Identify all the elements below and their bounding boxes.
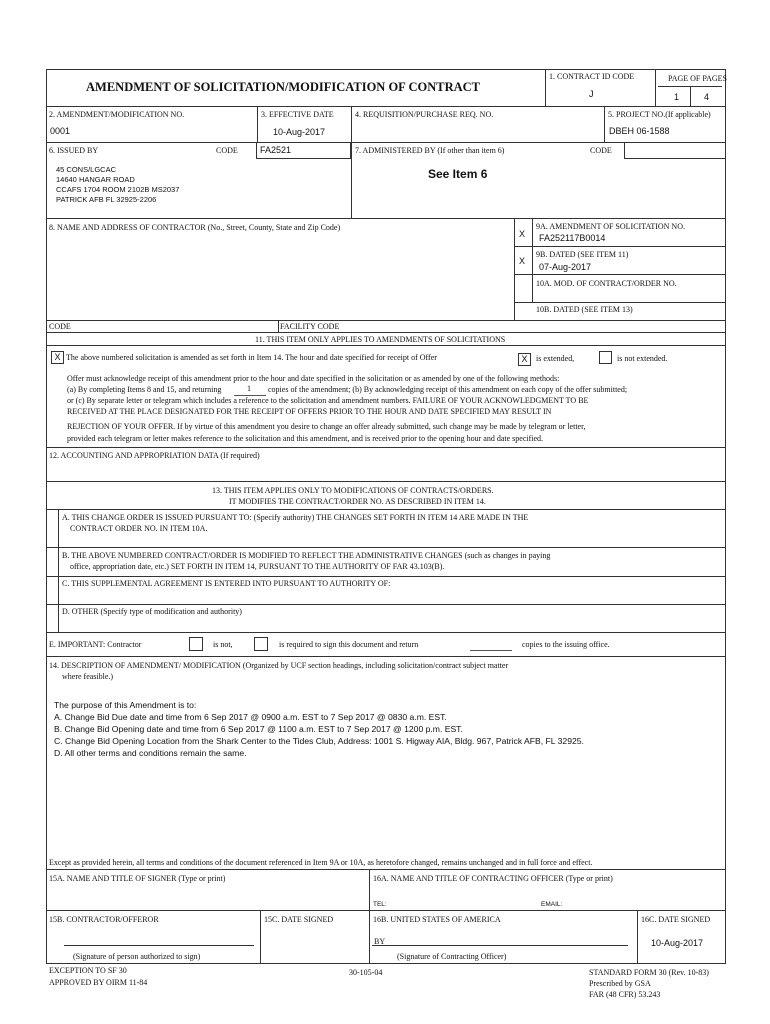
date-signed-16c-label: 16C. DATE SIGNED <box>641 915 711 924</box>
item-11-para-3: or (c) By separate letter or telegram which includes a reference to the solicitation and amendment numbers. FAILURE OF YOUR ACKNOWLEDGMENT TO BE <box>67 396 589 405</box>
see-item-6: See Item 6 <box>428 167 488 181</box>
extended-label: is extended, <box>536 354 575 363</box>
amendment-no-label: 2. AMENDMENT/MODIFICATION NO. <box>49 110 185 119</box>
footer-approved: APPROVED BY OIRM 11-84 <box>49 978 148 987</box>
item-11-para-5: REJECTION OF YOUR OFFER. If by virtue of this amendment you desire to change an offer already submitted, such change may be made by telegram or letter, <box>67 422 586 431</box>
dated-9b-value[interactable]: 07-Aug-2017 <box>539 262 592 272</box>
item-13-heading-1: 13. THIS ITEM APPLIES ONLY TO MODIFICATIONS OF CONTRACTS/ORDERS. <box>212 486 494 495</box>
administered-by-code-label: CODE <box>590 146 612 155</box>
footer-prescribed: Prescribed by GSA <box>589 979 651 988</box>
not-extended-label: is not extended. <box>617 354 668 363</box>
item-14-label-1: 14. DESCRIPTION OF AMENDMENT/ MODIFICATION (Organized by UCF section headings, including solicitation/contract subject matter <box>49 661 509 670</box>
footer-standard-form: STANDARD FORM 30 (Rev. 10-83) <box>589 968 709 977</box>
tel-label: TEL: <box>373 901 387 908</box>
mod-contract-10a-label: 10A. MOD. OF CONTRACT/ORDER NO. <box>536 279 677 288</box>
item-13c-text: C. THIS SUPPLEMENTAL AGREEMENT IS ENTERED INTO PURSUANT TO AUTHORITY OF: <box>62 579 391 588</box>
is-not-checkbox[interactable] <box>189 637 203 651</box>
footer-form-number: 30-105-04 <box>349 968 383 977</box>
page-of-pages-label: PAGE OF PAGES <box>668 74 727 83</box>
contractor-signature-line <box>64 945 254 946</box>
amendment-solicitation-label: 9A. AMENDMENT OF SOLICITATION NO. <box>536 222 685 231</box>
item-11-text: The above numbered solicitation is amended as set forth in Item 14. The hour and date specified for receipt of Offer <box>66 353 437 362</box>
facility-code-label: FACILITY CODE <box>280 322 340 331</box>
dated-10b-label: 10B. DATED (SEE ITEM 13) <box>536 305 633 314</box>
contract-id-value[interactable]: J <box>589 89 594 99</box>
project-no-label: 5. PROJECT NO.(If applicable) <box>608 110 711 119</box>
issued-by-code-label: CODE <box>216 146 238 155</box>
item-9b-mark[interactable]: X <box>519 256 526 266</box>
item-11-para-6: provided each telegram or letter makes reference to the solicitation and this amendment, and is received prior to the opening hour and date specified. <box>67 434 544 443</box>
item-13a-text-2: CONTRACT ORDER NO. IN ITEM 10A. <box>70 524 208 533</box>
officer-name-label: 16A. NAME AND TITLE OF CONTRACTING OFFICER (Type or print) <box>373 874 613 883</box>
important-label: E. IMPORTANT: Contractor <box>49 640 142 649</box>
amendment-description: The purpose of this Amendment is to: A. Change Bid Due date and time from 6 Sep 2017 @ 0900 a.m. EST to 7 Sep 2017 @ 0830 a.m. EST. B. Change Bid Opening date and time from 6 Sep 2017 @ 1100 a.m. EST to 7 Sep 2017 @ 1200 p.m. EST. C. Change Bid Opening Location from the Shark Center to the Tides Club, Address: 1001 S. Higway AIA, Bldg. 967, Patrick AFB, FL 32925. D. All other terms and conditions remain the same. <box>54 700 584 758</box>
amendment-solicitation-value[interactable]: FA252117B0014 <box>539 233 606 243</box>
effective-date-value[interactable]: 10-Aug-2017 <box>273 127 326 137</box>
is-required-checkbox[interactable] <box>254 637 268 651</box>
contractor-code-label: CODE <box>49 322 71 331</box>
is-not-label: is not, <box>213 640 233 649</box>
contract-id-label: 1. CONTRACT ID CODE <box>549 72 635 81</box>
not-extended-checkbox[interactable] <box>599 351 612 364</box>
item-13b-text-2: office, appropriation date, etc.) SET FORTH IN ITEM 14, PURSUANT TO THE AUTHORITY OF FAR 43.103(B). <box>70 562 445 571</box>
copies-issuing-label: copies to the issuing office. <box>522 640 610 649</box>
form-title: AMENDMENT OF SOLICITATION/MODIFICATION OF CONTRACT <box>86 80 481 94</box>
item-9a-mark[interactable]: X <box>519 229 526 239</box>
issuer-address: 45 CONS/LGCAC 14640 HANGAR ROAD CCAFS 1704 ROOM 2102B MS2037 PATRICK AFB FL 32925-2206 <box>56 165 180 204</box>
except-provided-text: Except as provided herein, all terms and conditions of the document referenced in Item 9A or 10A, as heretofore changed, remains unchanged and in full force and effect. <box>49 858 593 867</box>
page-number: 1 <box>674 92 680 102</box>
footer-exception: EXCEPTION TO SF 30 <box>49 966 127 975</box>
is-required-label: is required to sign this document and return <box>279 640 419 649</box>
signer-name-label: 15A. NAME AND TITLE OF SIGNER (Type or print) <box>49 874 226 883</box>
requisition-no-label: 4. REQUISITION/PURCHASE REQ. NO. <box>355 110 494 119</box>
total-pages: 4 <box>704 92 710 102</box>
officer-signature-line <box>372 945 628 946</box>
email-label: EMAIL: <box>541 901 563 908</box>
effective-date-label: 3. EFFECTIVE DATE <box>261 110 334 119</box>
item-11-para-2a: (a) By completing Items 8 and 15, and returning <box>67 385 222 394</box>
item-13a-text-1: A. THIS CHANGE ORDER IS ISSUED PURSUANT TO: (Specify authority) THE CHANGES SET FORTH IN ITEM 14 ARE MADE IN THE <box>62 513 529 522</box>
footer-far: FAR (48 CFR) 53.243 <box>589 990 661 999</box>
item-14-label-2: where feasible.) <box>62 672 114 681</box>
administered-by-code-box[interactable] <box>624 142 726 159</box>
item-13b-text-1: B. THE ABOVE NUMBERED CONTRACT/ORDER IS MODIFIED TO REFLECT THE ADMINISTRATIVE CHANGES (such as changes in paying <box>62 551 551 560</box>
by-label: BY <box>374 937 386 946</box>
issued-by-code-value: FA2521 <box>260 145 292 155</box>
administered-by-label: 7. ADMINISTERED BY (If other than item 6) <box>355 146 505 155</box>
usa-label: 16B. UNITED STATES OF AMERICA <box>373 915 501 924</box>
extended-checkbox[interactable]: X <box>518 353 531 366</box>
dated-9b-label: 9B. DATED (SEE ITEM 11) <box>536 250 629 259</box>
project-no-value[interactable]: DBEH 06-1588 <box>609 126 670 136</box>
signature-person-caption: (Signature of person authorized to sign) <box>73 952 201 961</box>
amendment-no-value[interactable]: 0001 <box>50 126 71 136</box>
item-11-copies-value[interactable]: 1 <box>247 384 251 393</box>
item-13-heading-2: IT MODIFIES THE CONTRACT/ORDER NO. AS DESCRIBED IN ITEM 14. <box>229 497 486 506</box>
date-signed-15c-label: 15C. DATE SIGNED <box>264 915 334 924</box>
item-11-checkbox[interactable]: X <box>51 351 64 364</box>
contractor-name-address-label: 8. NAME AND ADDRESS OF CONTRACTOR (No., Street, County, State and Zip Code) <box>49 223 341 232</box>
item-11-heading: 11. THIS ITEM ONLY APPLIES TO AMENDMENTS OF SOLICITATIONS <box>255 335 506 344</box>
issued-by-label: 6. ISSUED BY <box>49 146 99 155</box>
signature-officer-caption: (Signature of Contracting Officer) <box>397 952 507 961</box>
item-11-para-4: RECEIVED AT THE PLACE DESIGNATED FOR THE RECEIPT OF OFFERS PRIOR TO THE HOUR AND DATE SPECIFIED MAY RESULT IN <box>67 407 552 416</box>
item-13d-text: D. OTHER (Specify type of modification and authority) <box>62 607 242 616</box>
accounting-data-label: 12. ACCOUNTING AND APPROPRIATION DATA (If required) <box>49 451 260 460</box>
contractor-offeror-label: 15B. CONTRACTOR/OFFEROR <box>49 915 159 924</box>
item-11-para-1: Offer must acknowledge receipt of this amendment prior to the hour and date specified in the solicitation or as amended by one of the following methods: <box>67 374 560 383</box>
date-signed-16c-value[interactable]: 10-Aug-2017 <box>651 938 704 948</box>
item-11-para-2b: copies of the amendment; (b) By acknowledging receipt of this amendment on each copy of the offer submitted; <box>268 385 628 394</box>
